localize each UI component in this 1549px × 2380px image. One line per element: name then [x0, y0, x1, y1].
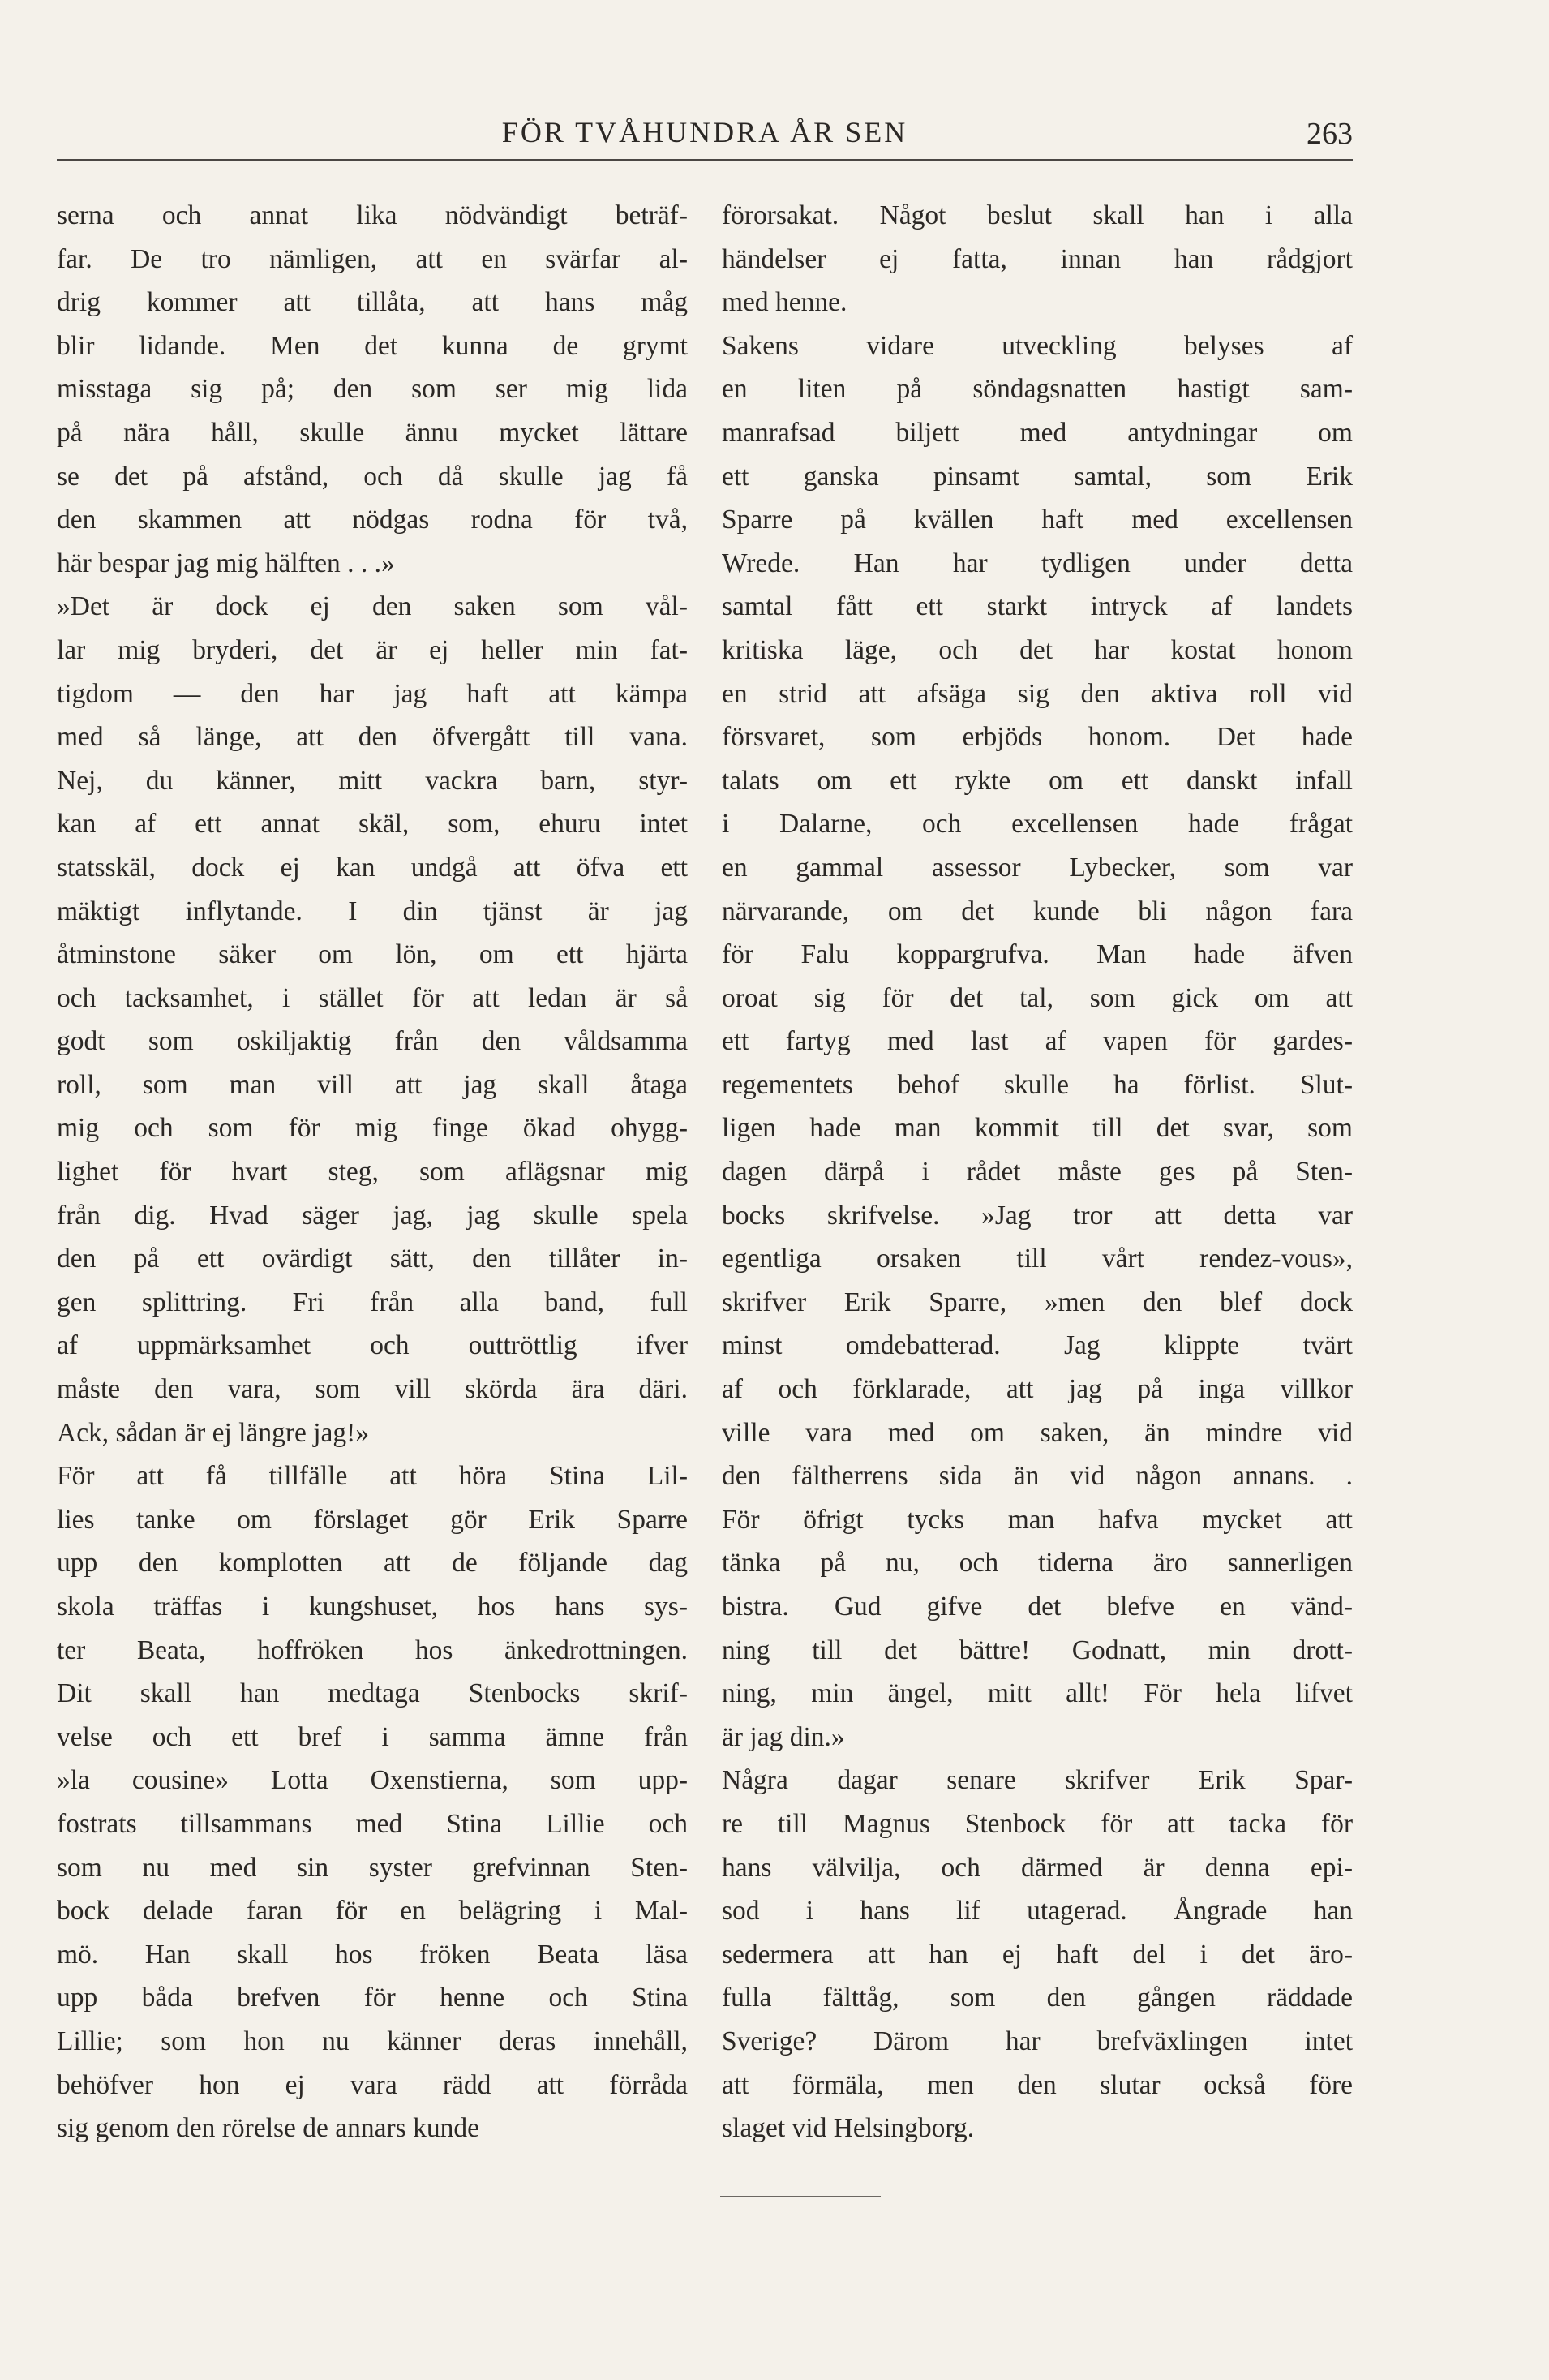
text-line: förorsakat. Något beslut skall han i alla	[722, 200, 1353, 230]
text-line: se det på afstånd, och då skulle jag få	[57, 461, 688, 492]
text-line: den skammen att nödgas rodna för två,	[57, 505, 688, 535]
text-line: lighet för hvart steg, som aflägsnar mig	[57, 1157, 688, 1188]
text-line: ett ganska pinsamt samtal, som Erik	[722, 461, 1353, 492]
text-line: den fältherrens sida än vid någon annans. .	[722, 1461, 1353, 1492]
text-line: bistra. Gud gifve det blefve en vänd-	[722, 1592, 1353, 1622]
text-line: kan af ett annat skäl, som, ehuru intet	[57, 809, 688, 840]
text-line: »Det är dock ej den saken som vål-	[57, 591, 688, 622]
text-line: att förmäla, men den slutar också före	[722, 2069, 1353, 2100]
text-line: manrafsad biljett med antydningar om	[722, 417, 1353, 448]
text-line: kritiska läge, och det har kostat honom	[722, 634, 1353, 665]
text-line: För öfrigt tycks man hafva mycket att	[722, 1504, 1353, 1535]
text-line: upp den komplotten att de följande dag	[57, 1548, 688, 1579]
text-line: ville vara med om saken, än mindre vid	[722, 1417, 1353, 1448]
text-line: Sparre på kvällen haft med excellensen	[722, 505, 1353, 535]
running-title: FÖR TVÅHUNDRA ÅR SEN	[501, 116, 908, 148]
text-line: regementets behof skulle ha förlist. Slut-	[722, 1069, 1353, 1100]
text-line: re till Magnus Stenbock för att tacka för	[722, 1808, 1353, 1839]
text-line: som nu med sin syster grefvinnan Sten-	[57, 1852, 688, 1883]
text-line: en strid att afsäga sig den aktiva roll vid	[722, 678, 1353, 709]
text-line: af och förklarade, att jag på inga villkor	[722, 1374, 1353, 1405]
text-line: drig kommer att tillåta, att hans måg	[57, 287, 688, 318]
text-line: minst omdebatterad. Jag klippte tvärt	[722, 1330, 1353, 1361]
text-line: skola träffas i kungshuset, hos hans sys-	[57, 1592, 688, 1622]
text-line: lar mig bryderi, det är ej heller min fat-	[57, 634, 688, 665]
text-line: Wrede. Han har tydligen under detta	[722, 548, 1353, 578]
text-line: bock delade faran för en belägring i Mal-	[57, 1896, 688, 1927]
text-line: samtal fått ett starkt intryck af landets	[722, 591, 1353, 622]
text-line: på nära håll, skulle ännu mycket lättare	[57, 417, 688, 448]
text-line: med henne.	[722, 287, 847, 318]
text-line: fulla fälttåg, som den gången räddade	[722, 1983, 1353, 2013]
text-line: Ack, sådan är ej längre jag!»	[57, 1417, 370, 1448]
text-line: Sakens vidare utveckling belyses af	[722, 330, 1353, 361]
page-number: 263	[1307, 117, 1353, 151]
text-line: fostrats tillsammans med Stina Lillie och	[57, 1808, 688, 1839]
text-line: sod i hans lif utagerad. Ångrade han	[722, 1896, 1353, 1927]
text-line: upp båda brefven för henne och Stina	[57, 1983, 688, 2013]
text-line: åtminstone säker om lön, om ett hjärta	[57, 939, 688, 970]
text-line: Dit skall han medtaga Stenbocks skrif-	[57, 1678, 688, 1709]
text-line: bocks skrifvelse. »Jag tror att detta var	[722, 1200, 1353, 1231]
text-line: med så länge, att den öfvergått till vana.	[57, 722, 688, 753]
header-rule	[57, 159, 1353, 161]
text-line: ning, min ängel, mitt allt! För hela lifvet	[722, 1678, 1353, 1709]
text-line: Några dagar senare skrifver Erik Spar-	[722, 1765, 1353, 1796]
text-line: mö. Han skall hos fröken Beata läsa	[57, 1939, 688, 1970]
text-line: roll, som man vill att jag skall åtaga	[57, 1069, 688, 1100]
text-line: ligen hade man kommit till det svar, som	[722, 1113, 1353, 1144]
text-line: sig genom den rörelse de annars kunde	[57, 2113, 479, 2144]
text-line: skrifver Erik Sparre, »men den blef dock	[722, 1287, 1353, 1317]
text-line: egentliga orsaken till vårt rendez-vous»,	[722, 1244, 1353, 1274]
text-line: för Falu koppargrufva. Man hade äfven	[722, 939, 1353, 970]
text-line: gen splittring. Fri från alla band, full	[57, 1287, 688, 1317]
text-line: Nej, du känner, mitt vackra barn, styr-	[57, 765, 688, 796]
text-line: försvaret, som erbjöds honom. Det hade	[722, 722, 1353, 753]
text-line: talats om ett rykte om ett danskt infall	[722, 765, 1353, 796]
text-line: ett fartyg med last af vapen för gardes-	[722, 1026, 1353, 1057]
text-line: ning till det bättre! Godnatt, min drott-	[722, 1635, 1353, 1665]
text-line: lies tanke om förslaget gör Erik Sparre	[57, 1504, 688, 1535]
text-line: misstaga sig på; den som ser mig lida	[57, 374, 688, 405]
text-line: far. De tro nämligen, att en svärfar al-	[57, 243, 688, 274]
left-column	[57, 194, 688, 2150]
text-line: mig och som för mig finge ökad ohygg-	[57, 1113, 688, 1144]
text-line: dagen därpå i rådet måste ges på Sten-	[722, 1157, 1353, 1188]
page-header	[57, 112, 1353, 153]
footer-rule	[720, 2196, 881, 2197]
text-line: serna och annat lika nödvändigt beträf-	[57, 200, 688, 230]
text-line: blir lidande. Men det kunna de grymt	[57, 330, 688, 361]
text-line: tänka på nu, och tiderna äro sannerligen	[722, 1548, 1353, 1579]
text-line: af uppmärksamhet och outtröttlig ifver	[57, 1330, 688, 1361]
text-line: Sverige? Därom har brefväxlingen intet	[722, 2026, 1353, 2056]
text-line: och tacksamhet, i stället för att ledan är så	[57, 982, 688, 1013]
text-line: Lillie; som hon nu känner deras innehåll,	[57, 2026, 688, 2056]
text-line: statsskäl, dock ej kan undgå att öfva ett	[57, 852, 688, 883]
text-line: en liten på söndagsnatten hastigt sam-	[722, 374, 1353, 405]
text-line: sedermera att han ej haft del i det äro-	[722, 1939, 1353, 1970]
text-line: händelser ej fatta, innan han rådgjort	[722, 243, 1353, 274]
text-line: här bespar jag mig hälften . . .»	[57, 548, 395, 578]
text-line: är jag din.»	[722, 1721, 845, 1752]
text-line: ter Beata, hoffröken hos änkedrottningen.	[57, 1635, 688, 1665]
text-line: »la cousine» Lotta Oxenstierna, som upp-	[57, 1765, 688, 1796]
text-line: slaget vid Helsingborg.	[722, 2113, 975, 2144]
text-line: den på ett ovärdigt sätt, den tillåter in-	[57, 1244, 688, 1274]
text-line: velse och ett bref i samma ämne från	[57, 1721, 688, 1752]
text-line: hans välvilja, och därmed är denna epi-	[722, 1852, 1353, 1883]
text-line: närvarande, om det kunde bli någon fara	[722, 896, 1353, 926]
text-line: tigdom — den har jag haft att kämpa	[57, 678, 688, 709]
text-line: måste den vara, som vill skörda ära däri.	[57, 1374, 688, 1405]
text-line: För att få tillfälle att höra Stina Lil-	[57, 1461, 688, 1492]
text-line: en gammal assessor Lybecker, som var	[722, 852, 1353, 883]
text-line: behöfver hon ej vara rädd att förråda	[57, 2069, 688, 2100]
text-line: i Dalarne, och excellensen hade frågat	[722, 809, 1353, 840]
text-line: godt som oskiljaktig från den våldsamma	[57, 1026, 688, 1057]
text-line: oroat sig för det tal, som gick om att	[722, 982, 1353, 1013]
text-line: mäktigt inflytande. I din tjänst är jag	[57, 896, 688, 926]
text-line: från dig. Hvad säger jag, jag skulle spela	[57, 1200, 688, 1231]
right-column	[722, 194, 1353, 2150]
